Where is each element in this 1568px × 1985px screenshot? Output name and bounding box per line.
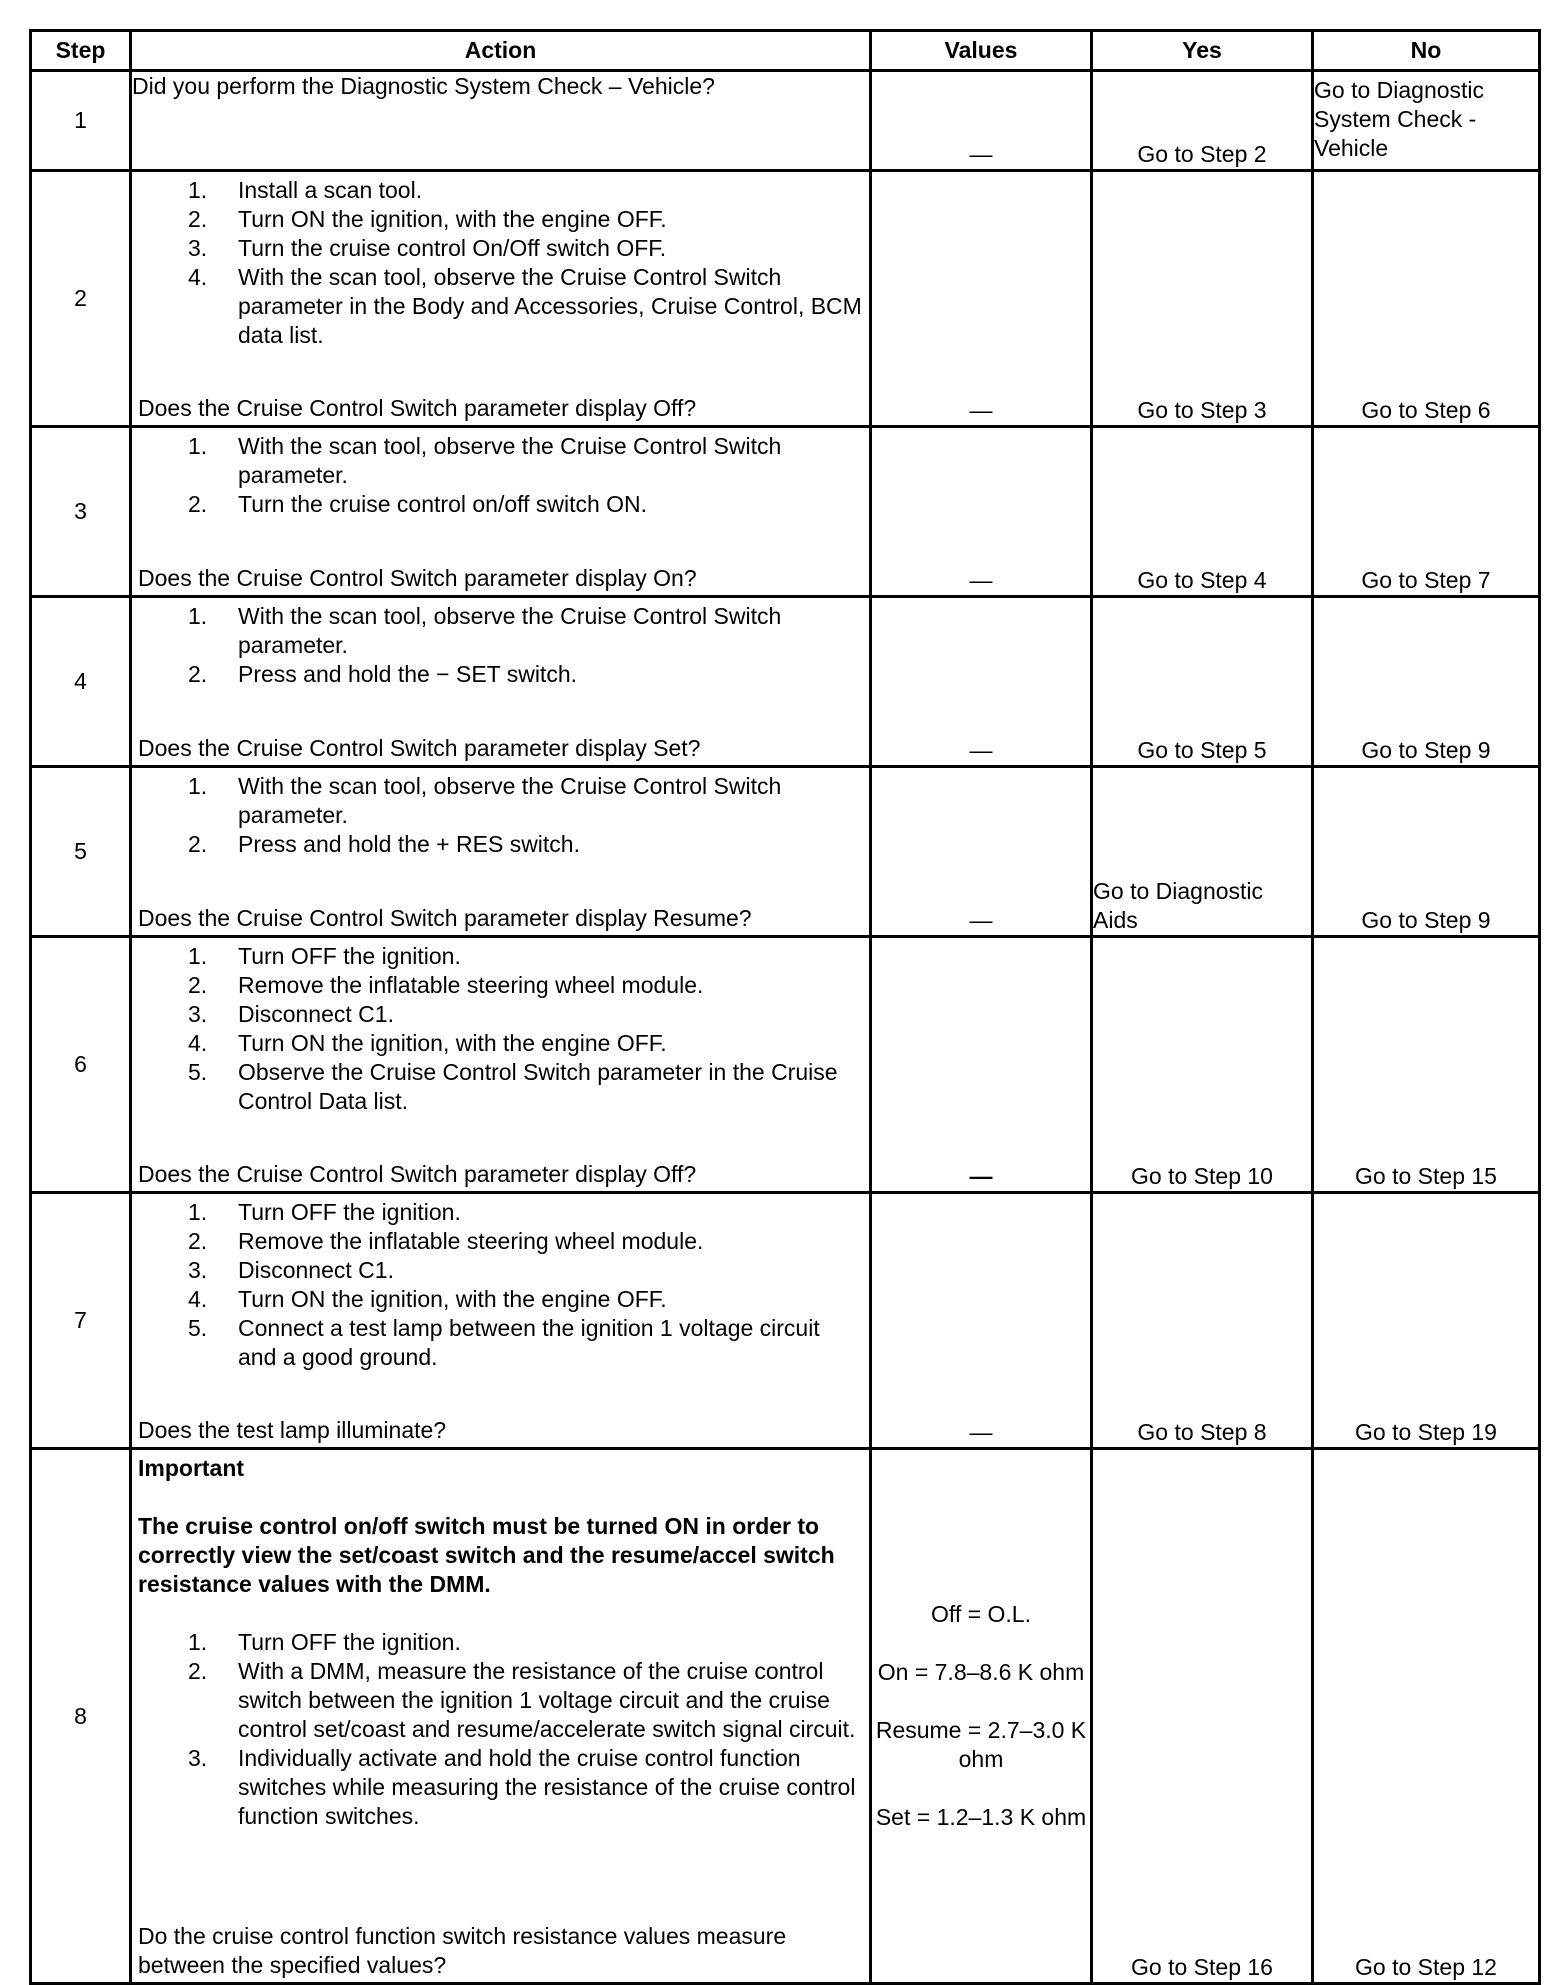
list-item: 2. Press and hold the + RES switch. (188, 831, 580, 857)
action-question: Does the Cruise Control Switch parameter display Resume? (138, 905, 752, 931)
step-number: 8 (31, 1449, 131, 1984)
diagnostic-table (29, 29, 1541, 1985)
action-cell (131, 1193, 871, 1449)
list-item: 5. Connect a test lamp between the ignition 1 voltage circuit and a good ground. (188, 1315, 820, 1370)
action-question: Does the Cruise Control Switch parameter display On? (138, 565, 697, 591)
action-cell (131, 937, 871, 1193)
action-cell (131, 171, 871, 427)
important-note: The cruise control on/off switch must be turned ON in order to correctly view the set/coast switch and the resume/accel switch resistance values with the DMM. (138, 1513, 835, 1597)
list-item: 2. Remove the inflatable steering wheel module. (188, 1228, 704, 1254)
value-cell: — (871, 171, 1092, 427)
value-resume: Resume = 2.7–3.0 K ohm (875, 1717, 1087, 1772)
list-item: 3. Individually activate and hold the cruise control function switches while measuring the resistance of the cruise control function switches. (188, 1745, 856, 1829)
no-cell: Go to Step 15 (1313, 937, 1540, 1193)
list-item: 2. Remove the inflatable steering wheel module. (188, 972, 704, 998)
action-question: Does the Cruise Control Switch parameter display Set? (138, 735, 701, 761)
action-cell (131, 427, 871, 597)
table-row (31, 171, 1540, 427)
table-row (31, 71, 1540, 171)
procedure-list (138, 602, 863, 689)
action-question: Does the Cruise Control Switch parameter display Off? (138, 395, 697, 421)
value-cell: — (871, 71, 1092, 171)
action-cell (131, 71, 871, 171)
list-item: 2. With a DMM, measure the resistance of the cruise control switch between the ignition 1 voltage circuit and the cruise control set/coast and resume/accelerate switch signal circuit. (188, 1658, 856, 1742)
list-item: 1. With the scan tool, observe the Cruise Control Switch parameter. (188, 773, 782, 828)
list-item: 2. Turn ON the ignition, with the engine OFF. (188, 206, 667, 232)
action-question: Did you perform the Diagnostic System Check – Vehicle? (132, 73, 715, 99)
list-item: 4. Turn ON the ignition, with the engine OFF. (188, 1286, 667, 1312)
step-number: 4 (31, 597, 131, 767)
list-item: 2. Press and hold the − SET switch. (188, 661, 578, 687)
no-cell: Go to Step 7 (1313, 427, 1540, 597)
procedure-list (138, 942, 863, 1116)
yes-cell: Go to Step 8 (1092, 1193, 1313, 1449)
action-question: Does the test lamp illuminate? (138, 1417, 447, 1443)
value-cell: — (871, 597, 1092, 767)
action-cell (131, 597, 871, 767)
header-yes: Yes (1092, 31, 1313, 71)
list-item: 1. Install a scan tool. (188, 177, 423, 203)
step-number: 1 (31, 71, 131, 171)
procedure-list (138, 772, 863, 859)
table-row (31, 937, 1540, 1193)
yes-cell: Go to Diagnostic Aids (1092, 767, 1313, 937)
value-cell (871, 1449, 1092, 1984)
yes-cell: Go to Step 2 (1092, 71, 1313, 171)
list-item: 5. Observe the Cruise Control Switch parameter in the Cruise Control Data list. (188, 1059, 838, 1114)
procedure-list (138, 1198, 863, 1372)
action-question: Do the cruise control function switch resistance values measure between the specified values? (138, 1923, 787, 1978)
procedure-list (138, 432, 863, 519)
table-row (31, 1193, 1540, 1449)
procedure-list (138, 176, 863, 350)
value-cell: — (871, 1193, 1092, 1449)
action-question: Does the Cruise Control Switch parameter display Off? (138, 1161, 697, 1187)
resistance-values (872, 1600, 1090, 1832)
list-item: 3. Disconnect C1. (188, 1001, 394, 1027)
table-row (31, 597, 1540, 767)
value-off: Off = O.L. (931, 1601, 1031, 1627)
action-cell (131, 1449, 871, 1984)
yes-cell: Go to Step 3 (1092, 171, 1313, 427)
list-item: 1. Turn OFF the ignition. (188, 1629, 461, 1655)
list-item: 3. Disconnect C1. (188, 1257, 394, 1283)
value-on: On = 7.8–8.6 K ohm (877, 1659, 1085, 1685)
value-cell: — (871, 767, 1092, 937)
list-item: 4. With the scan tool, observe the Cruise Control Switch parameter in the Body and Accessories, Cruise Control, BCM data list. (188, 264, 862, 348)
value-set: Set = 1.2–1.3 K ohm (875, 1804, 1087, 1830)
header-row (31, 31, 1540, 71)
yes-cell: Go to Step 4 (1092, 427, 1313, 597)
no-cell: Go to Step 12 (1313, 1449, 1540, 1984)
no-cell: Go to Step 9 (1313, 597, 1540, 767)
list-item: 1. Turn OFF the ignition. (188, 943, 461, 969)
list-item: 1. With the scan tool, observe the Cruise Control Switch parameter. (188, 433, 782, 488)
list-item: 1. Turn OFF the ignition. (188, 1199, 461, 1225)
no-cell: Go to Diagnostic System Check - Vehicle (1313, 71, 1540, 171)
no-cell: Go to Step 19 (1313, 1193, 1540, 1449)
important-title: Important (138, 1455, 245, 1481)
header-action: Action (131, 31, 871, 71)
table-row (31, 1449, 1540, 1984)
header-values: Values (871, 31, 1092, 71)
no-cell: Go to Step 6 (1313, 171, 1540, 427)
step-number: 2 (31, 171, 131, 427)
action-cell (131, 767, 871, 937)
yes-cell: Go to Step 16 (1092, 1449, 1313, 1984)
table-row (31, 427, 1540, 597)
list-item: 3. Turn the cruise control On/Off switch OFF. (188, 235, 667, 261)
step-number: 3 (31, 427, 131, 597)
list-item: 2. Turn the cruise control on/off switch ON. (188, 491, 648, 517)
list-item: 1. With the scan tool, observe the Cruise Control Switch parameter. (188, 603, 782, 658)
no-cell: Go to Step 9 (1313, 767, 1540, 937)
yes-cell: Go to Step 5 (1092, 597, 1313, 767)
procedure-list (138, 1628, 863, 1831)
step-number: 7 (31, 1193, 131, 1449)
yes-cell: Go to Step 10 (1092, 937, 1313, 1193)
header-no: No (1313, 31, 1540, 71)
header-step: Step (31, 31, 131, 71)
value-cell: — (871, 937, 1092, 1193)
value-cell: — (871, 427, 1092, 597)
list-item: 4. Turn ON the ignition, with the engine OFF. (188, 1030, 667, 1056)
step-number: 5 (31, 767, 131, 937)
step-number: 6 (31, 937, 131, 1193)
table-row (31, 767, 1540, 937)
